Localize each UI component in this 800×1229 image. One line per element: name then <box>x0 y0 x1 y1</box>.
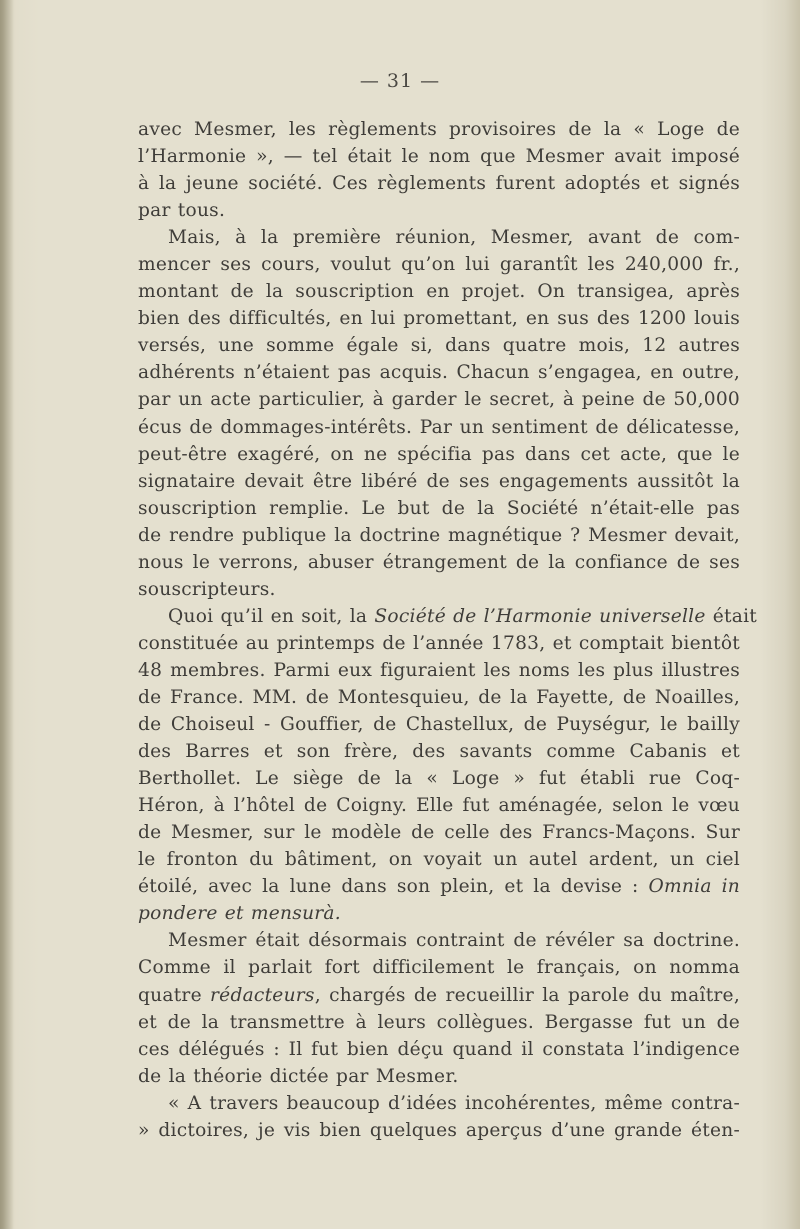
text-line: à la jeune société. Ces règlements furent adoptés et signés <box>138 173 740 195</box>
text-line: Mesmer était désormais contraint de révéler sa doctrine. <box>168 930 740 952</box>
text-line: souscripteurs. <box>138 578 276 600</box>
text-line: bien des difficultés, en lui promettant, en sus des 1200 louis <box>138 308 740 330</box>
text-line: versés, une somme égale si, dans quatre mois, 12 autres <box>138 335 740 357</box>
text-line: par tous. <box>138 200 226 222</box>
text-segment: Quoi qu’il en soit, la <box>168 605 375 627</box>
text-segment: , chargés de recueillir la parole du maître, <box>314 984 740 1006</box>
text-line <box>138 603 758 630</box>
text-line: peut-être exagéré, on ne spécifia pas dans cet acte, que le <box>138 443 740 465</box>
text-line: mencer ses cours, voulut qu’on lui garantît les 240,000 fr., <box>138 254 740 276</box>
text-line: de la théorie dictée par Mesmer. <box>138 1065 459 1087</box>
text-line: le fronton du bâtiment, on voyait un autel ardent, un ciel <box>138 849 740 871</box>
text-line: Mais, à la première réunion, Mesmer, avant de com- <box>168 227 740 249</box>
text-line: nous le verrons, abuser étrangement de la confiance de ses <box>138 551 740 573</box>
text-segment: était <box>705 605 758 627</box>
italic-segment: Omnia in <box>648 876 741 898</box>
text-line <box>138 873 740 900</box>
text-line: de rendre publique la doctrine magnétique ? Mesmer devait, <box>138 524 740 546</box>
text-line: constituée au printemps de l’année 1783, et comptait bientôt <box>138 632 740 654</box>
body-text <box>138 116 758 1144</box>
text-line: montant de la souscription en projet. On transigea, après <box>138 281 740 303</box>
text-line <box>138 900 740 927</box>
text-line: avec Mesmer, les règlements provisoires de la « Loge de <box>138 119 740 140</box>
text-line: de Choiseul - Gouffier, de Chastellux, de Puységur, le bailly <box>138 714 740 736</box>
binding-shadow <box>0 0 14 1229</box>
italic-segment: Société de l’Harmonie universelle <box>374 605 706 627</box>
text-line <box>138 982 740 1009</box>
text-line: Héron, à l’hôtel de Coigny. Elle fut aménagée, selon le vœu <box>138 795 740 817</box>
text-line: l’Harmonie », — tel était le nom que Mesmer avait imposé <box>138 146 740 168</box>
italic-segment: pondere et mensurà. <box>138 903 341 925</box>
text-line: adhérents n’étaient pas acquis. Chacun s’engagea, en outre, <box>138 362 740 384</box>
text-line: ces délégués : Il fut bien déçu quand il constata l’indigence <box>138 1038 740 1060</box>
text-segment: quatre <box>138 984 211 1006</box>
text-line: de Mesmer, sur le modèle de celle des Francs-Maçons. Sur <box>138 822 740 844</box>
text-line: et de la transmettre à leurs collègues. Bergasse fut un de <box>138 1011 740 1033</box>
text-line: 48 membres. Parmi eux figuraient les noms les plus illustres <box>138 659 740 681</box>
text-line: écus de dommages-intérêts. Par un sentiment de délicatesse, <box>138 416 740 438</box>
text-line: des Barres et son frère, des savants comme Cabanis et <box>138 741 740 763</box>
text-line: Berthollet. Le siège de la « Loge » fut établi rue Coq- <box>138 768 740 790</box>
page-number: — 31 — <box>359 70 441 92</box>
text-line: de France. MM. de Montesquieu, de la Fayette, de Noailles, <box>138 686 740 708</box>
text-line: Comme il parlait fort difficilement le français, on nomma <box>138 957 740 979</box>
text-line: signataire devait être libéré de ses engagements aussitôt la <box>138 470 740 492</box>
italic-segment: rédacteurs <box>210 984 315 1006</box>
text-line: « A travers beaucoup d’idées incohérentes, même contra- <box>168 1092 740 1114</box>
text-line: » dictoires, je vis bien quelques aperçus d’une grande éten- <box>138 1119 740 1141</box>
text-line: par un acte particulier, à garder le secret, à peine de 50,000 <box>138 389 740 411</box>
text-segment: étoilé, avec la lune dans son plein, et la devise : <box>138 876 649 898</box>
text-line: souscription remplie. Le but de la Société n’était-elle pas <box>138 497 740 519</box>
